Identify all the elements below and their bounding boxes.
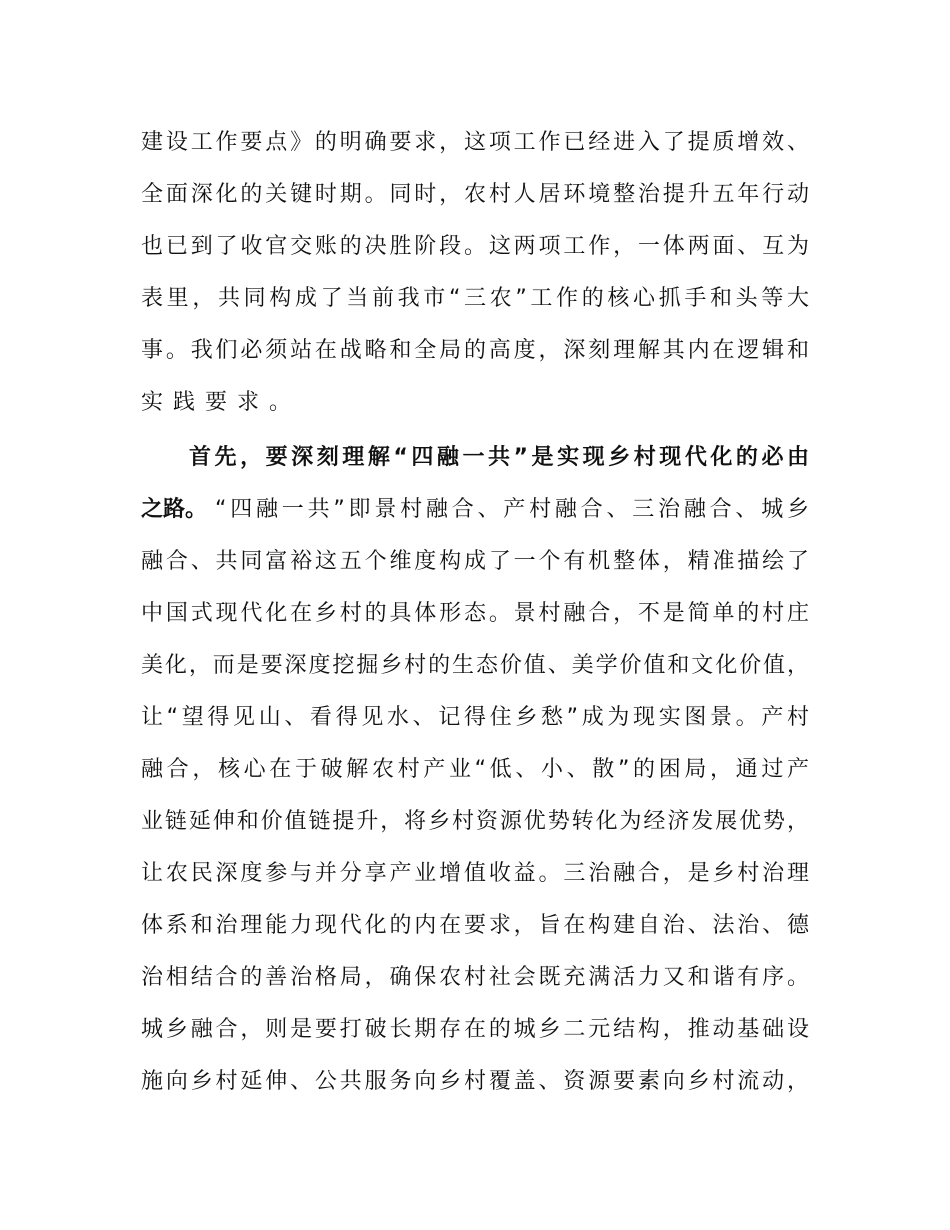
text-line: 全面深化的关键时期。同时，农村人居环境整治提升五年行动 [141,182,809,207]
section-heading-tail: 之路。 [141,497,208,522]
text-line: 融合，核心在于破解农村产业“低、小、散”的困局，通过产 [141,757,809,782]
text-line: 建设工作要点》的明确要求，这项工作已经进入了提质增效、 [141,130,809,155]
text-line: 治相结合的善治格局，确保农村社会既充满活力又和谐有序。 [141,965,809,990]
text-line: 让“望得见山、看得见水、记得住乡愁”成为现实图景。产村 [141,705,809,730]
text-line: 业链延伸和价值链提升，将乡村资源优势转化为经济发展优势， [141,809,809,834]
text-line-rest: “四融一共”即景村融合、产村融合、三治融合、城乡 [215,497,809,522]
text-line [141,484,809,536]
text-line: 事。我们必须站在战略和全局的高度，深刻理解其内在逻辑和 [141,338,809,363]
text-line: 让农民深度参与并分享产业增值收益。三治融合，是乡村治理 [141,861,809,886]
text-line: 实践要求。 [141,390,302,415]
text-line: 融合、共同富裕这五个维度构成了一个有机整体，精准描绘了 [141,549,809,574]
text-line: 也已到了收官交账的决胜阶段。这两项工作，一体两面、互为 [141,234,809,259]
text-line: 美化，而是要深度挖掘乡村的生态价值、美学价值和文化价值， [141,653,809,678]
text-line: 城乡融合，则是要打破长期存在的城乡二元结构，推动基础设 [141,1017,809,1042]
text-line: 体系和治理能力现代化的内在要求，旨在构建自治、法治、德 [141,913,809,938]
text-line: 表里，共同构成了当前我市“三农”工作的核心抓手和头等大 [141,286,809,311]
section-heading: 首先，要深刻理解“四融一共”是实现乡村现代化的必由 [189,445,809,470]
text-line: 中国式现代化在乡村的具体形态。景村融合，不是简单的村庄 [141,601,809,626]
text-line: 施向乡村延伸、公共服务向乡村覆盖、资源要素向乡村流动， [141,1069,809,1094]
